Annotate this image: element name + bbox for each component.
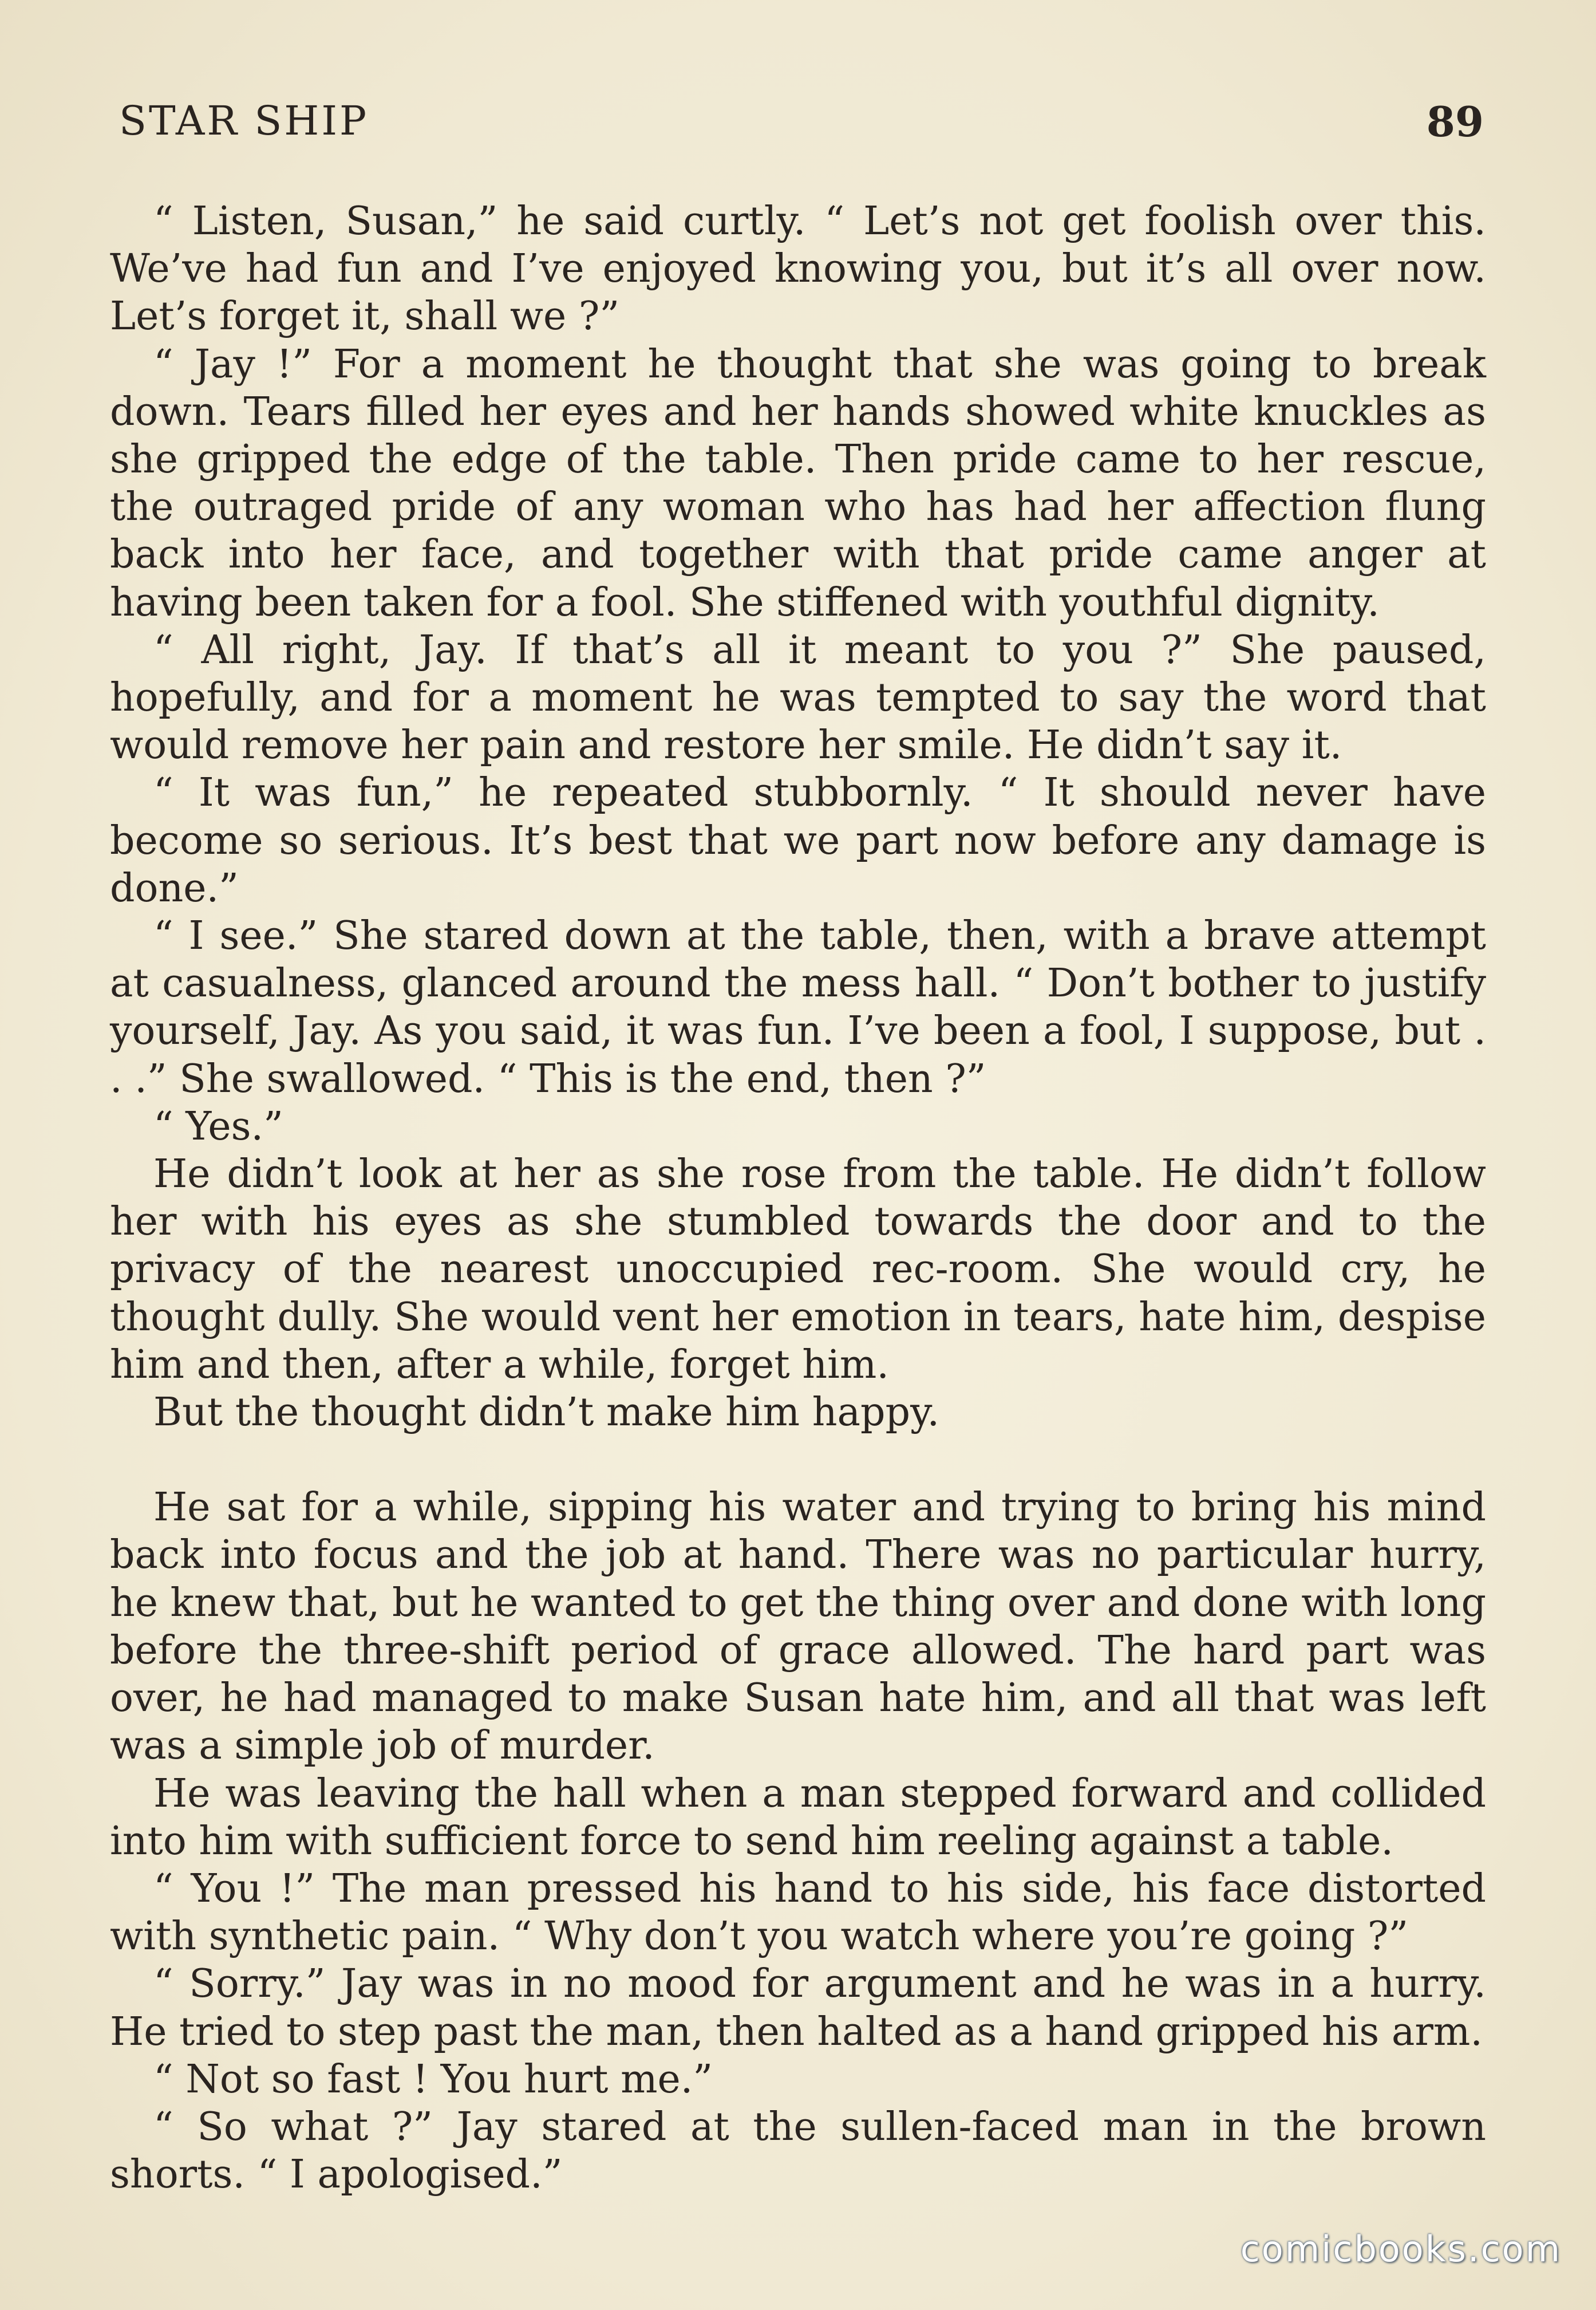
paragraph: “ Sorry.” Jay was in no mood for argument and he was in a hurry. He tried to step past the man, then halted as a hand gripped his arm. (110, 1961, 1486, 2055)
paragraph: He didn’t look at her as she rose from the table. He didn’t follow her with his eyes as she stumbled towards the door and to the privacy of the nearest unoccupied rec-room. She would cry, he thought dully. She would vent her emotion in tears, hate him, despise him and then, after a while, forget him. (110, 1152, 1486, 1387)
paragraph: “ You !” The man pressed his hand to his side, his face distorted with synthetic pain. “ Why don’t you watch where you’re going ?” (110, 1866, 1486, 1960)
paragraph: “ I see.” She stared down at the table, then, with a brave attempt at casualness, glanced around the mess hall. “ Don’t bother to justify yourself, Jay. As you said, it was fun. I’ve been a fool, I suppose, but . . .” She swallowed. “ This is the end, then ?” (110, 913, 1486, 1102)
paragraph: “ So what ?” Jay stared at the sullen-faced man in the brown shorts. “ I apologised.” (110, 2104, 1486, 2198)
body-text (110, 198, 1486, 2198)
paragraph: “ Not so fast ! You hurt me.” (153, 2056, 713, 2102)
paragraph: “ Listen, Susan,” he said curtly. “ Let’s not get foolish over this. We’ve had fun and I’ve enjoyed knowing you, but it’s all over now. Let’s forget it, shall we ?” (110, 199, 1486, 340)
page-header (119, 97, 1484, 160)
section-break (110, 1436, 1486, 1484)
watermark: comicbooks.com (1240, 2228, 1562, 2270)
paragraph: But the thought didn’t make him happy. (153, 1390, 940, 1436)
paragraph: “ Jay !” For a moment he thought that she was going to break down. Tears filled her eyes and her hands showed white knuckles as she gripped the edge of the table. Then pride came to her rescue, the outraged pride of any woman who has had her affection flung back into her face, and together with that pride came anger at having been taken for a fool. She stiffened with youthful dignity. (110, 341, 1486, 625)
paragraph: He sat for a while, sipping his water and trying to bring his mind back into focus and the job at hand. There was no particular hurry, he knew that, but he wanted to get the thing over and done with long before the three-shift period of grace allowed. The hard part was over, he had managed to make Susan hate him, and all that was left was a simple job of murder. (110, 1485, 1486, 1769)
paragraph: He was leaving the hall when a man stepped forward and collided into him with sufficient force to send him reeling against a table. (110, 1771, 1486, 1864)
paragraph: “ All right, Jay. If that’s all it meant to you ?” She paused, hopefully, and for a moment he was tempted to say the word that would remove her pain and restore her smile. He didn’t say it. (110, 627, 1486, 768)
paragraph: “ Yes.” (153, 1103, 283, 1149)
page-number: 89 (1426, 97, 1484, 146)
paragraph: “ It was fun,” he repeated stubbornly. “ It should never have become so serious. It’s best that we part now before any damage is done.” (110, 770, 1486, 911)
running-head: STAR SHIP (119, 97, 369, 144)
